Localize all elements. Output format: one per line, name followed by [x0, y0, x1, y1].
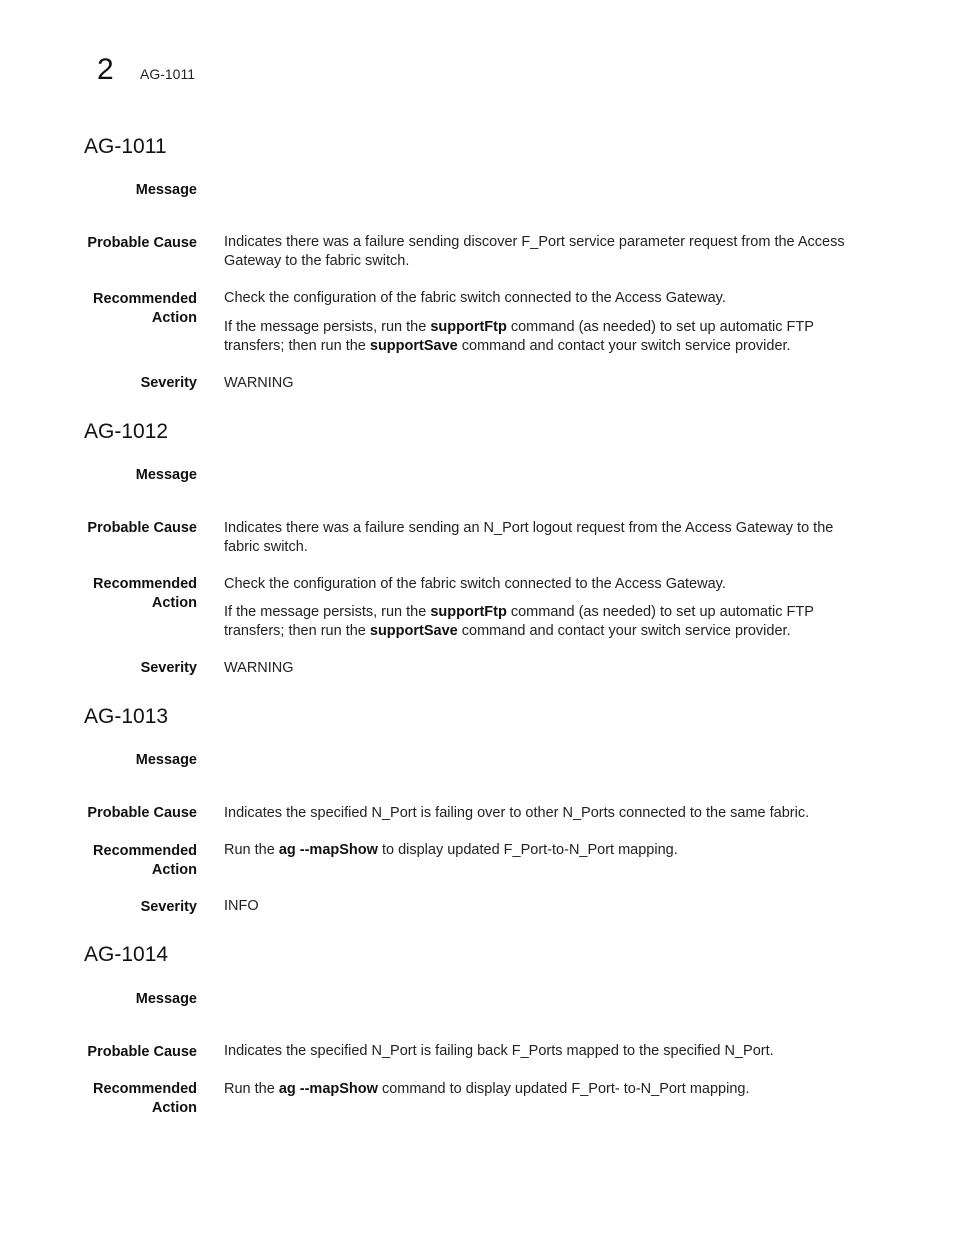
- command-supportftp: supportFtp: [430, 319, 507, 335]
- recommended-label-line2: Action: [151, 862, 197, 878]
- action-text: command (as needed) to set up automatic FTP transfers; then run the: [224, 319, 814, 354]
- probable-cause-label: Probable Cause: [87, 520, 197, 536]
- action-text: command and contact your switch service provider.: [457, 337, 791, 354]
- recommended-action-text: [224, 1080, 864, 1099]
- command-supportftp: supportFtp: [430, 604, 507, 620]
- recommended-action-label: [57, 575, 197, 613]
- message-label: Message: [135, 467, 197, 483]
- action-text: If the message persists, run the: [224, 604, 431, 620]
- recommended-action-paragraph: [224, 603, 864, 640]
- recommended-label-line2: Action: [151, 595, 197, 611]
- severity-label: Severity: [140, 660, 197, 676]
- action-text: command and contact your switch service provider.: [457, 622, 791, 639]
- command-supportsave: supportSave: [369, 622, 458, 639]
- action-text: If the message persists, run the: [224, 319, 431, 335]
- action-text: command (as needed) to set up automatic FTP transfers; then run the: [224, 604, 814, 639]
- action-text: command to display updated F_Port- to-N_Port mapping.: [377, 1081, 750, 1097]
- recommended-label-line2: Action: [151, 1100, 197, 1116]
- probable-cause-text: Indicates the specified N_Port is failing back F_Ports mapped to the specified N_Port.: [224, 1043, 774, 1059]
- message-title-ag-1012: AG-1012: [84, 420, 169, 443]
- action-text: to display updated F_Port-to-N_Port mapping.: [377, 842, 678, 858]
- probable-cause-label: Probable Cause: [87, 235, 197, 251]
- message-title-ag-1013: AG-1013: [84, 705, 169, 728]
- probable-cause-text: Indicates there was a failure sending discover F_Port service parameter request from the Access Gateway to the fabric switch.: [224, 234, 845, 269]
- recommended-action-line1: Check the configuration of the fabric switch connected to the Access Gateway.: [224, 576, 726, 592]
- command-ag-mapshow: ag --mapShow: [278, 842, 378, 858]
- action-text: Run the: [224, 842, 279, 858]
- probable-cause-text: Indicates there was a failure sending an N_Port logout request from the Access Gateway to the fabric switch.: [224, 520, 834, 555]
- recommended-action-paragraph: [224, 318, 864, 355]
- message-title-ag-1014: AG-1014: [84, 943, 169, 966]
- action-text: Run the: [224, 1081, 279, 1097]
- severity-value: WARNING: [224, 375, 294, 391]
- command-ag-mapshow: ag --mapShow: [278, 1081, 378, 1097]
- probable-cause-text: Indicates the specified N_Port is failing over to other N_Ports connected to the same fabric.: [224, 805, 810, 821]
- message-label: Message: [135, 752, 197, 768]
- chapter-number: 2: [97, 53, 114, 86]
- message-label: Message: [135, 182, 197, 198]
- severity-label: Severity: [140, 899, 197, 915]
- recommended-action-label: [57, 1080, 197, 1118]
- recommended-action-label: [57, 842, 197, 880]
- probable-cause-label: Probable Cause: [87, 805, 197, 821]
- command-supportsave: supportSave: [369, 337, 458, 354]
- recommended-label-line1: Recommended: [93, 576, 197, 592]
- recommended-label-line1: Recommended: [93, 291, 197, 307]
- probable-cause-label: Probable Cause: [87, 1044, 197, 1060]
- severity-label: Severity: [140, 375, 197, 391]
- recommended-label-line1: Recommended: [93, 1081, 197, 1097]
- message-label: Message: [135, 991, 197, 1007]
- recommended-action-line1: Check the configuration of the fabric switch connected to the Access Gateway.: [224, 290, 726, 306]
- recommended-action-text: [224, 841, 864, 860]
- running-header-title: AG-1011: [140, 66, 195, 82]
- recommended-label-line1: Recommended: [93, 843, 197, 859]
- recommended-action-label: [57, 290, 197, 328]
- severity-value: WARNING: [224, 660, 294, 676]
- recommended-label-line2: Action: [151, 310, 197, 326]
- message-title-ag-1011: AG-1011: [84, 135, 167, 158]
- severity-value: INFO: [224, 898, 259, 914]
